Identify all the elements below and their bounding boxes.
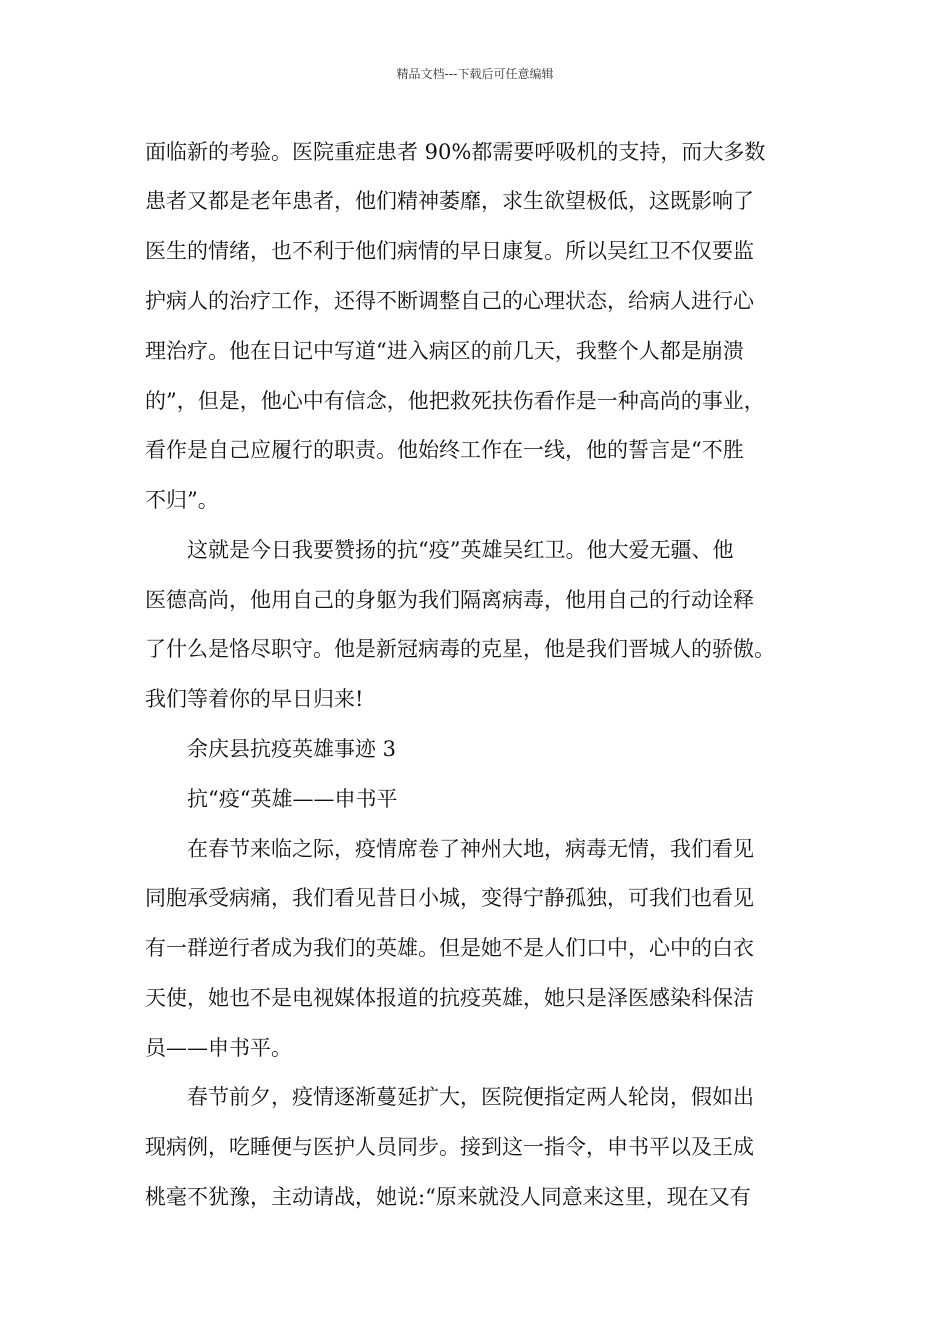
body-line-10: 医德高尚，他用自己的身躯为我们隔离病毒，他用自己的行动诠释 xyxy=(145,588,754,612)
body-line-6: 的”，但是，他心中有信念，他把救死扶伤看作是一种高尚的事业， xyxy=(145,389,765,413)
body-line-16: 同胞承受病痛，我们看见昔日小城，变得宁静孤独，可我们也看见 xyxy=(145,886,754,910)
body-line-1: 面临新的考验。医院重症患者 90%都需要呼吸机的支持，而大多数 xyxy=(145,140,766,164)
subsection-title: 抗“疫“英雄——申书平 xyxy=(145,787,398,811)
body-line-2: 患者又都是老年患者，他们精神萎靡，求生欲望极低，这既影响了 xyxy=(145,189,754,213)
section-title: 余庆县抗疫英雄事迹 3 xyxy=(145,737,397,761)
body-line-15: 在春节来临之际，疫情席卷了神州大地，病毒无情，我们看见 xyxy=(145,837,754,861)
body-line-12: 我们等着你的早日归来! xyxy=(145,687,364,711)
page-header: 精品文档---下载后可任意编辑 xyxy=(396,67,554,81)
body-line-7: 看作是自己应履行的职责。他始终工作在一线，他的誓言是“不胜 xyxy=(145,438,744,462)
body-line-4: 护病人的治疗工作，还得不断调整自己的心理状态，给病人进行心 xyxy=(145,289,754,313)
body-line-19: 员——申书平。 xyxy=(145,1036,292,1060)
body-line-20: 春节前夕，疫情逐渐蔓延扩大，医院便指定两人轮岗，假如出 xyxy=(145,1085,754,1109)
body-line-18: 天使，她也不是电视媒体报道的抗疫英雄，她只是泽医感染科保洁 xyxy=(145,986,754,1010)
body-line-11: 了什么是恪尽职守。他是新冠病毒的克星，他是我们晋城人的骄傲。 xyxy=(145,637,775,661)
body-line-9: 这就是今日我要赞扬的抗“疫”英雄吴红卫。他大爱无疆、他 xyxy=(145,538,734,562)
body-line-5: 理治疗。他在日记中写道“进入病区的前几天，我整个人都是崩溃 xyxy=(145,339,744,363)
body-line-8: 不归”。 xyxy=(145,488,219,512)
body-line-21: 现病例，吃睡便与医护人员同步。接到这一指令，申书平以及王成 xyxy=(145,1135,754,1159)
body-line-22: 桃毫不犹豫，主动请战，她说:“原来就没人同意来这里，现在又有 xyxy=(145,1185,751,1209)
body-line-3: 医生的情绪，也不利于他们病情的早日康复。所以吴红卫不仅要监 xyxy=(145,239,754,263)
body-line-17: 有一群逆行者成为我们的英雄。但是她不是人们口中，心中的白衣 xyxy=(145,936,754,960)
